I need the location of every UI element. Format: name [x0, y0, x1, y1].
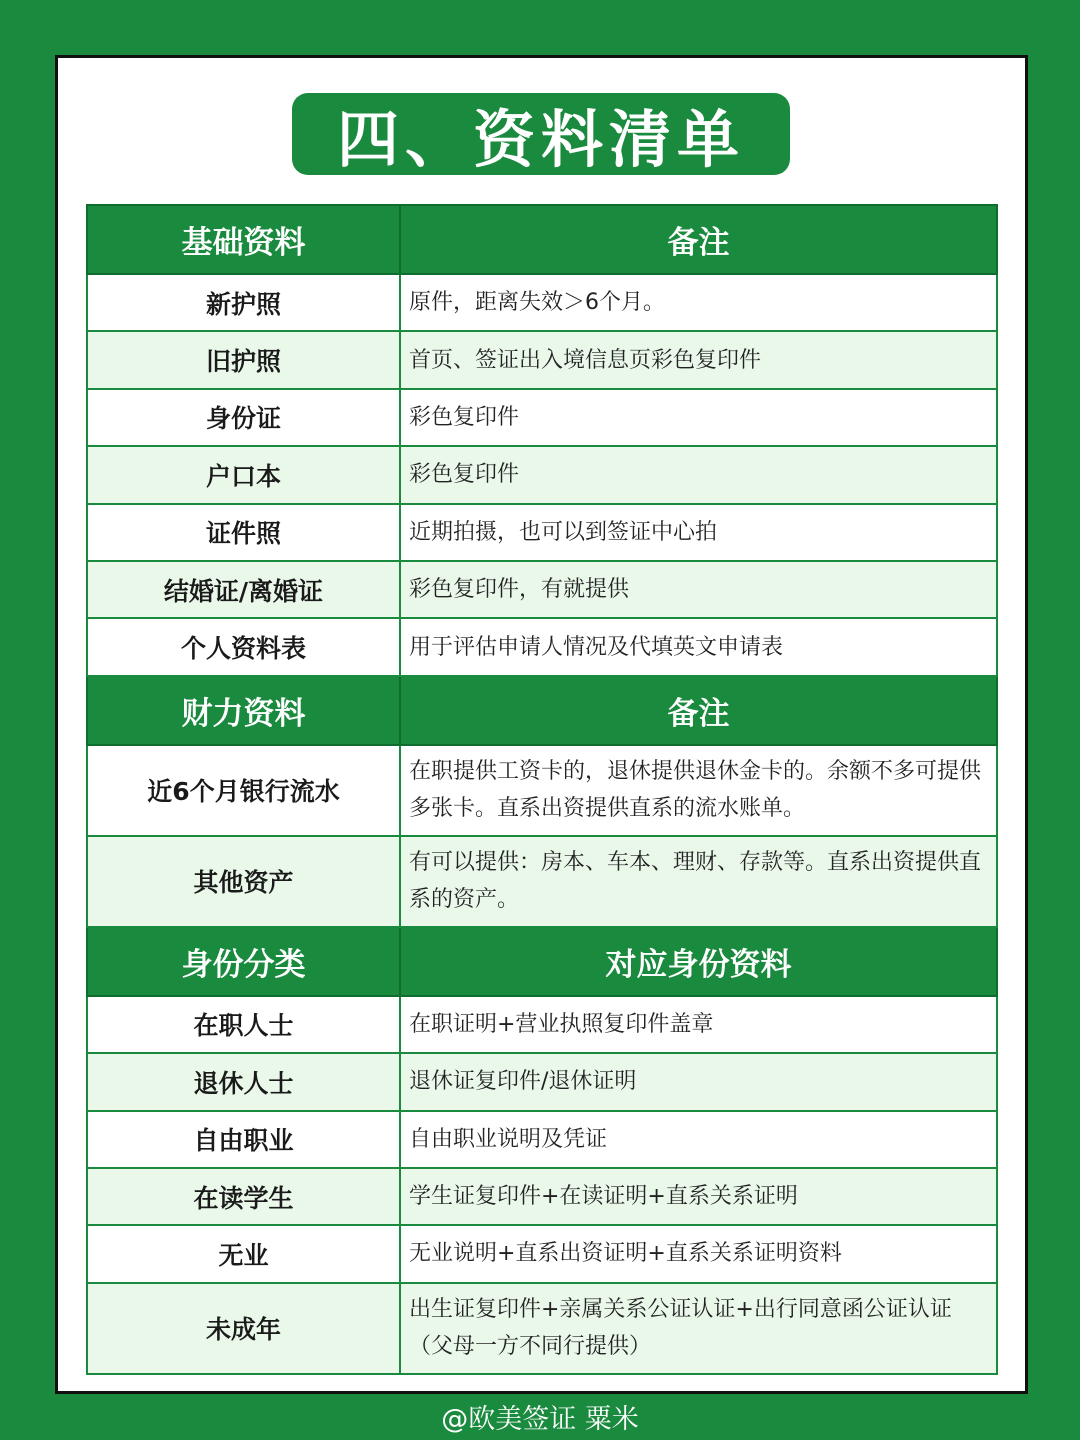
item-note: 在职提供工资卡的，退休提供退休金卡的。余额不多可提供多张卡。直系出资提供直系的流水账单。 [400, 745, 997, 836]
item-note: 学生证复印件+在读证明+直系关系证明 [400, 1168, 997, 1225]
page-title: 四、资料清单 [292, 93, 790, 175]
table-row [87, 1225, 997, 1282]
item-name: 结婚证/离婚证 [87, 561, 400, 618]
header-cell-note: 对应身份资料 [400, 927, 997, 996]
item-name: 旧护照 [87, 331, 400, 388]
section-header-identity [87, 927, 997, 996]
section-header-basic [87, 205, 997, 274]
item-note: 原件，距离失效＞6个月。 [400, 274, 997, 331]
item-name: 新护照 [87, 274, 400, 331]
document-checklist-table [86, 204, 998, 1375]
item-note: 无业说明+直系出资证明+直系关系证明资料 [400, 1225, 997, 1282]
item-name: 自由职业 [87, 1111, 400, 1168]
item-name: 个人资料表 [87, 618, 400, 675]
section-header-finance [87, 676, 997, 745]
table-row [87, 836, 997, 927]
item-name: 退休人士 [87, 1053, 400, 1110]
item-note: 近期拍摄，也可以到签证中心拍 [400, 504, 997, 561]
table-row [87, 618, 997, 675]
item-name: 在读学生 [87, 1168, 400, 1225]
table-row [87, 1283, 997, 1374]
table-row [87, 504, 997, 561]
item-name: 证件照 [87, 504, 400, 561]
table-row [87, 389, 997, 446]
table-row [87, 1168, 997, 1225]
table-row [87, 745, 997, 836]
item-note: 退休证复印件/退休证明 [400, 1053, 997, 1110]
item-note: 彩色复印件，有就提供 [400, 561, 997, 618]
item-name: 无业 [87, 1225, 400, 1282]
item-note: 自由职业说明及凭证 [400, 1111, 997, 1168]
item-name: 户口本 [87, 446, 400, 503]
table-row [87, 446, 997, 503]
item-name: 其他资产 [87, 836, 400, 927]
table-row [87, 561, 997, 618]
header-cell-category: 身份分类 [87, 927, 400, 996]
table-row [87, 1053, 997, 1110]
header-cell-category: 财力资料 [87, 676, 400, 745]
item-name: 身份证 [87, 389, 400, 446]
item-note: 出生证复印件+亲属关系公证认证+出行同意函公证认证（父母一方不同行提供） [400, 1283, 997, 1374]
item-name: 在职人士 [87, 996, 400, 1053]
item-note: 在职证明+营业执照复印件盖章 [400, 996, 997, 1053]
header-cell-note: 备注 [400, 676, 997, 745]
item-name: 近6个月银行流水 [87, 745, 400, 836]
table-row [87, 1111, 997, 1168]
item-note: 有可以提供：房本、车本、理财、存款等。直系出资提供直系的资产。 [400, 836, 997, 927]
header-cell-note: 备注 [400, 205, 997, 274]
table-row [87, 996, 997, 1053]
header-cell-category: 基础资料 [87, 205, 400, 274]
item-note: 首页、签证出入境信息页彩色复印件 [400, 331, 997, 388]
table-row [87, 331, 997, 388]
table-row [87, 274, 997, 331]
watermark-credit: @欧美签证 粟米 [441, 1404, 639, 1435]
item-note: 彩色复印件 [400, 389, 997, 446]
item-note: 用于评估申请人情况及代填英文申请表 [400, 618, 997, 675]
item-note: 彩色复印件 [400, 446, 997, 503]
item-name: 未成年 [87, 1283, 400, 1374]
